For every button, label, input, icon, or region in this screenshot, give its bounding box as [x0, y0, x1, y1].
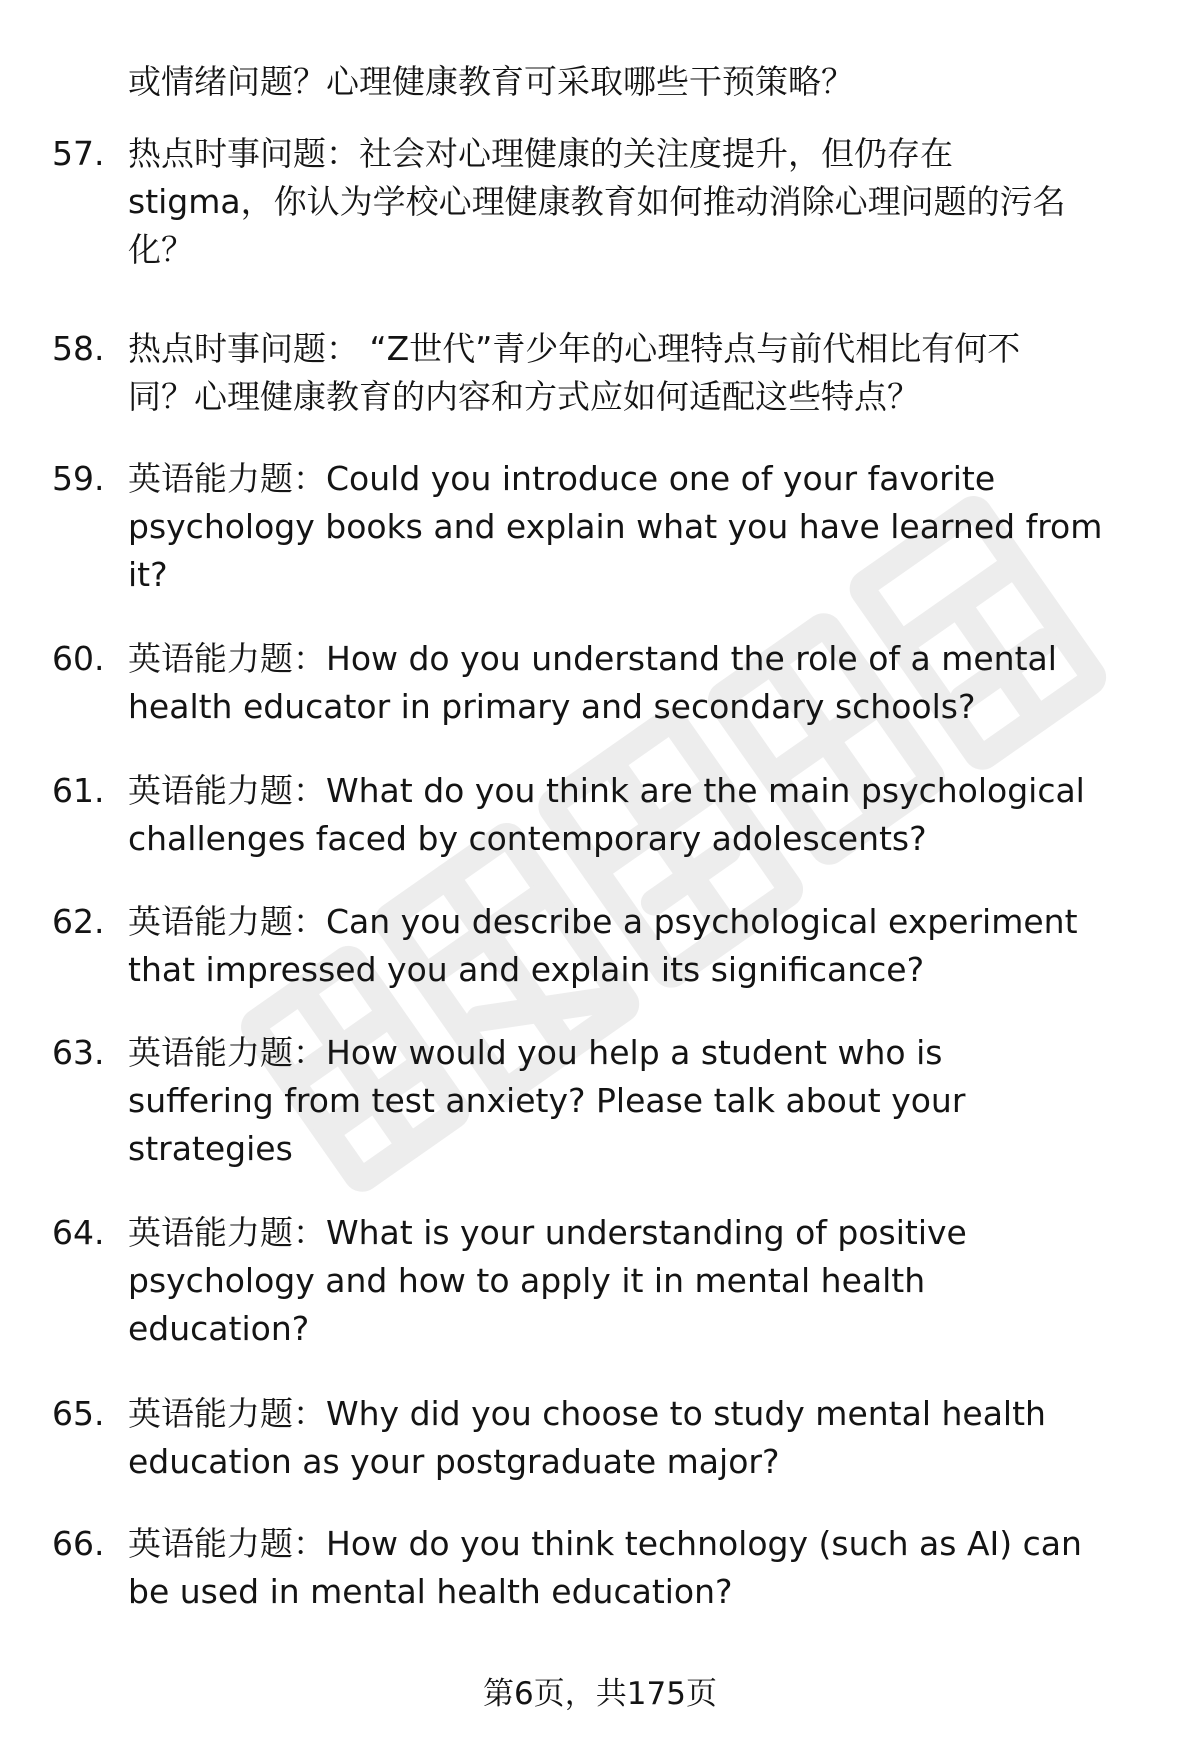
question-number: 61. — [52, 771, 105, 810]
question-line: 英语能力题：Can you describe a psychological experiment — [128, 902, 1078, 941]
question-line: that impressed you and explain its significance? — [128, 950, 925, 989]
question-number: 66. — [52, 1524, 105, 1563]
page-number-footer: 第6页，共175页 — [483, 1676, 717, 1712]
question-line: challenges faced by contemporary adolescents? — [128, 819, 927, 858]
question-text — [128, 130, 1158, 274]
question-line: 同？心理健康教育的内容和方式应如何适配这些特点？ — [128, 377, 920, 416]
question-number: 60. — [52, 639, 105, 678]
question-text — [128, 1209, 1158, 1353]
question-line: stigma，你认为学校心理健康教育如何推动消除心理问题的污名 — [128, 182, 1066, 221]
question-line: 英语能力题：What do you think are the main psychological — [128, 771, 1085, 810]
question-text — [128, 1029, 1158, 1173]
question-line: 英语能力题：Why did you choose to study mental health — [128, 1394, 1046, 1433]
question-line: strategies — [128, 1129, 293, 1168]
question-text — [128, 898, 1158, 994]
question-line: education as your postgraduate major? — [128, 1442, 780, 1481]
question-line: psychology and how to apply it in mental health — [128, 1261, 926, 1300]
question-text — [128, 767, 1158, 863]
continuation-text: 或情绪问题？心理健康教育可采取哪些干预策略？ — [128, 62, 854, 101]
question-line: education? — [128, 1309, 310, 1348]
question-line: 热点时事问题： “Z世代”青少年的心理特点与前代相比有何不 — [128, 329, 1021, 368]
question-number: 62. — [52, 902, 105, 941]
question-number: 64. — [52, 1213, 105, 1252]
question-line: 英语能力题：How do you think technology (such as AI) can — [128, 1524, 1082, 1563]
question-number: 65. — [52, 1394, 105, 1433]
question-line: health educator in primary and secondary schools? — [128, 687, 976, 726]
question-line: 化？ — [128, 230, 194, 269]
question-line: be used in mental health education? — [128, 1572, 733, 1611]
question-number: 57. — [52, 134, 105, 173]
question-line: psychology books and explain what you have learned from — [128, 507, 1103, 546]
question-line: it? — [128, 555, 168, 594]
question-line: 英语能力题：How do you understand the role of a mental — [128, 639, 1057, 678]
question-number: 58. — [52, 329, 105, 368]
question-text — [128, 325, 1158, 421]
question-number: 63. — [52, 1033, 105, 1072]
question-line: suffering from test anxiety? Please talk about your — [128, 1081, 966, 1120]
question-line: 英语能力题：What is your understanding of positive — [128, 1213, 967, 1252]
question-line: 热点时事问题：社会对心理健康的关注度提升，但仍存在 — [128, 134, 953, 173]
question-text — [128, 455, 1158, 599]
question-text — [128, 1390, 1158, 1486]
question-number: 59. — [52, 459, 105, 498]
question-line: 英语能力题：How would you help a student who is — [128, 1033, 943, 1072]
question-line: 英语能力题：Could you introduce one of your favorite — [128, 459, 996, 498]
question-text — [128, 635, 1158, 731]
question-text — [128, 1520, 1158, 1616]
